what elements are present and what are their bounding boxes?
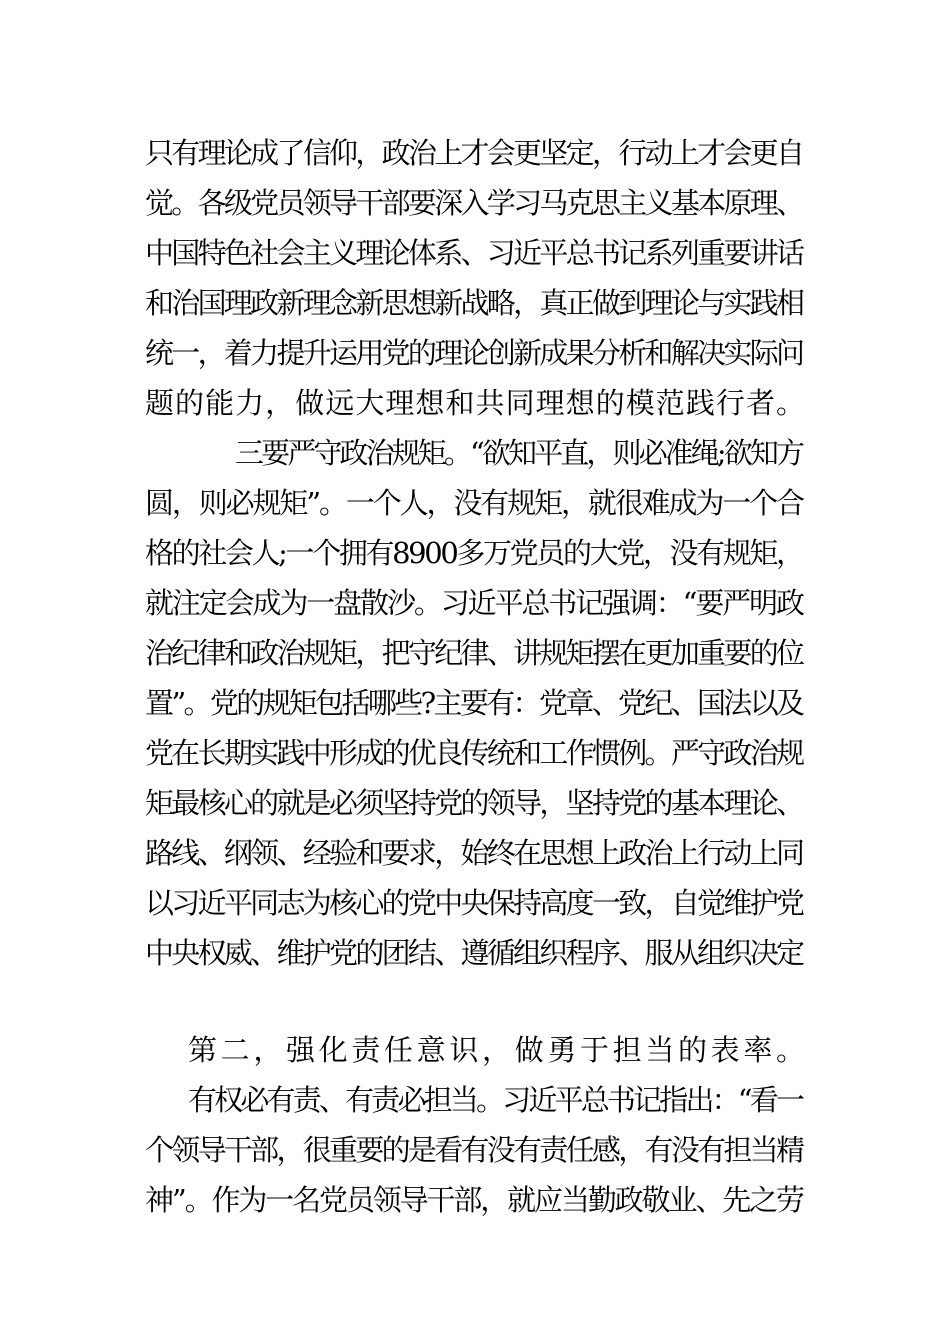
text-line	[0, 128, 950, 178]
text-line	[0, 778, 950, 828]
text-line-content: 统一，着力提升运用党的理论创新成果分析和解决实际问	[145, 336, 803, 370]
text-line-content: 党在长期实践中形成的优良传统和工作惯例。严守政治规	[145, 736, 803, 770]
text-line-content: 以习近平同志为核心的党中央保持高度一致，自觉维护党	[145, 886, 803, 920]
text-line-content: 三要严守政治规矩。“欲知平直，则必准绳;欲知方	[235, 436, 803, 470]
text-line-content: 中央权威、维护党的团结、遵循组织程序、服从组织决定	[145, 936, 803, 970]
text-line-content: 治纪律和政治规矩，把守纪律、讲规矩摆在更加重要的位	[145, 636, 803, 670]
text-line	[0, 528, 950, 578]
text-line-content: 神”。作为一名党员领导干部，就应当勤政敬业、先之劳	[145, 1183, 803, 1217]
text-line	[0, 178, 950, 228]
text-line	[0, 1175, 950, 1225]
text-line	[0, 728, 950, 778]
text-line-content: 矩最核心的就是必须坚持党的领导，坚持党的基本理论、	[145, 786, 803, 820]
text-line	[0, 928, 950, 978]
text-line-content: 路线、纲领、经验和要求，始终在思想上政治上行动上同	[145, 836, 803, 870]
text-line-content: 就注定会成为一盘散沙。习近平总书记强调：“要严明政	[145, 586, 803, 620]
text-line-content: 中国特色社会主义理论体系、习近平总书记系列重要讲话	[145, 236, 803, 270]
text-line	[0, 1075, 950, 1125]
text-line	[0, 578, 950, 628]
text-line	[0, 378, 950, 428]
text-line	[0, 278, 950, 328]
text-line-content: 觉。各级党员领导干部要深入学习马克思主义基本原理、	[145, 186, 803, 220]
section-heading	[0, 1025, 950, 1075]
text-line	[0, 1125, 950, 1175]
text-line-content: 有权必有责、有责必担当。习近平总书记指出：“看一	[188, 1083, 803, 1117]
text-line-content: 置”。党的规矩包括哪些?主要有：党章、党纪、国法以及	[145, 686, 803, 720]
text-line	[0, 878, 950, 928]
text-line-content: 个领导干部，很重要的是看有没有责任感，有没有担当精	[145, 1133, 803, 1167]
text-line	[0, 678, 950, 728]
section-heading-text: 第二，强化责任意识，做勇于担当的表率。	[188, 1033, 809, 1067]
text-line	[0, 228, 950, 278]
text-line	[0, 328, 950, 378]
text-line	[0, 628, 950, 678]
text-line-content: 格的社会人;一个拥有8900多万党员的大党，没有规矩，	[145, 536, 803, 570]
text-line	[0, 428, 950, 478]
text-line-content: 圆，则必规矩”。一个人，没有规矩，就很难成为一个合	[145, 486, 803, 520]
text-line-content: 只有理论成了信仰，政治上才会更坚定，行动上才会更自	[145, 136, 803, 170]
text-line-content: 和治国理政新理念新思想新战略，真正做到理论与实践相	[145, 286, 803, 320]
text-line	[0, 828, 950, 878]
text-line	[0, 478, 950, 528]
text-line-content: 题的能力，做远大理想和共同理想的模范践行者。	[145, 386, 807, 420]
